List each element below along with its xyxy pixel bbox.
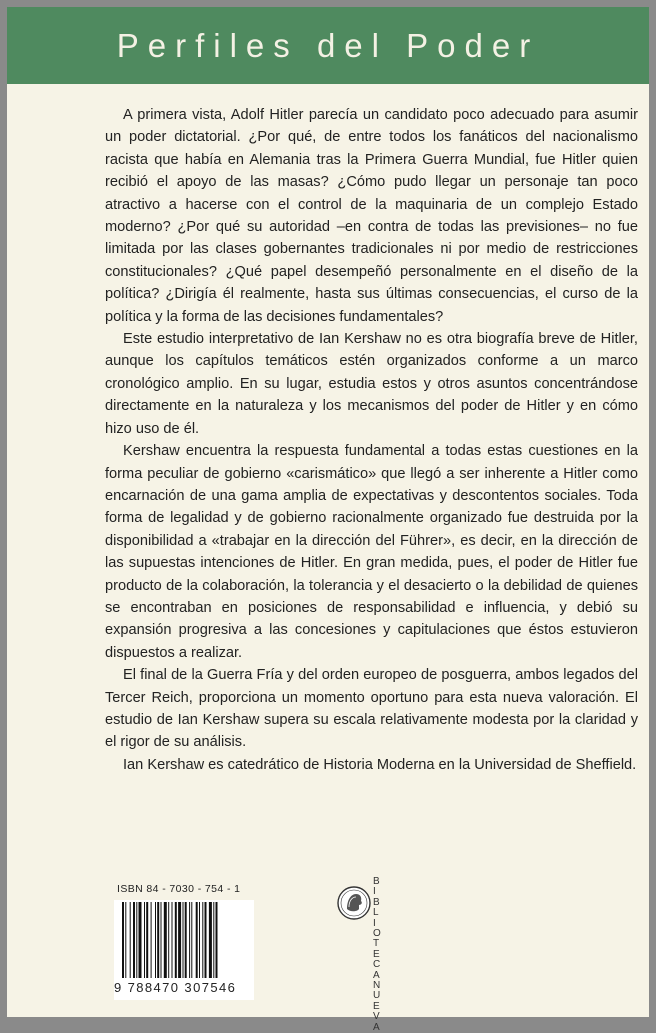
- blurb-paragraph: A primera vista, Adolf Hitler parecía un candidato poco adecuado para asumir un poder dictatorial. ¿Por qué, de entre todos los fanáticos del nacionalismo racista que había en Alemania tras la Primera Guerra Mundial, fue Hitler quien recibió el apoyo de las masas? ¿Cómo pudo llegar un personaje tan poco atractivo a hacerse con el control de la maquinaria de un complejo Estado moderno? ¿Por qué su autoridad –en contra de todas las previsiones– no fue limitada por las clases gobernantes tradicionales ni por medio de restricciones constitucionales? ¿Qué papel desempeñó personalmente en el diseño de la política? ¿Dirigía él realmente, hasta sus últimas consecuencias, el curso de la política y la forma de las decisiones fundamentales?: [105, 107, 638, 325]
- blurb-paragraph: El final de la Guerra Fría y del orden europeo de posguerra, ambos legados del Tercer Reich, proporciona un momento oportuno para esta nueva valoración. El estudio de Ian Kershaw supera su escala relativamente modesta por la claridad y el rigor de su análisis.: [105, 667, 638, 751]
- barcode-bar: [202, 902, 203, 978]
- blurb-paragraph: Ian Kershaw es catedrático de Historia Moderna en la Universidad de Sheffield.: [123, 756, 637, 773]
- barcode-bar: [185, 902, 187, 978]
- logo-letter: B: [373, 896, 381, 908]
- barcode-bar: [172, 902, 173, 978]
- barcode-bar: [157, 902, 159, 978]
- barcode-bar: [191, 902, 192, 978]
- barcode-bar: [168, 902, 169, 978]
- barcode-bar: [189, 902, 190, 978]
- logo-letter: L: [373, 907, 380, 919]
- barcode-digits: 9 788470 307546: [114, 980, 237, 995]
- logo-letter: C: [373, 959, 381, 971]
- barcode-bar: [133, 902, 135, 978]
- publisher-logo: [337, 875, 417, 1033]
- logo-letter: A: [373, 969, 381, 981]
- book-back-cover: [7, 7, 649, 1033]
- barcode-bar: [196, 902, 198, 978]
- barcode-bar: [216, 902, 218, 978]
- barcode-bar: [175, 902, 177, 978]
- barcode: [114, 900, 254, 1000]
- barcode-bar: [136, 902, 137, 978]
- logo-letter: O: [373, 928, 382, 940]
- publisher-name-vertical: [373, 877, 381, 1033]
- barcode-bar: [178, 902, 181, 978]
- logo-letter: U: [373, 990, 381, 1002]
- barcode-bar: [161, 902, 162, 978]
- barcode-bar: [144, 902, 145, 978]
- logo-letter: B: [373, 876, 381, 887]
- barcode-bar: [164, 902, 167, 978]
- barcode-bars: [122, 902, 248, 978]
- series-title: Perfiles del Poder: [116, 26, 540, 64]
- barcode-bar: [146, 902, 148, 978]
- barcode-bar: [199, 902, 200, 978]
- series-header-band: [7, 7, 649, 84]
- blurb-paragraph: Kershaw encuentra la respuesta fundamental a todas estas cuestiones en la forma peculiar de gobierno «carismático» que llegó a ser inherente a Hitler como encarnación de una gama amplia de expectativas y descontentos sociales. Toda forma de legalidad y de gobierno racionalmente organizado fue destruida por la disponibilidad a «trabajar en la dirección del Führer», es decir, en la dirección de las supuestas intenciones de Hitler. En gran medida, pues, el poder de Hitler fue producto de la colaboración, la tolerancia y el desacierto o la debilidad de quienes se encontraban en posiciones de responsabilidad e influencia, y debió su expansión progresiva a las concesiones y capitulaciones que éstos estuvieron dispuestos a realizar.: [105, 443, 638, 661]
- barcode-bar: [205, 902, 207, 978]
- logo-letter: T: [373, 938, 380, 950]
- barcode-bar: [139, 902, 142, 978]
- barcode-bar: [122, 902, 124, 978]
- medallion-head-icon: [337, 883, 371, 923]
- isbn-label: ISBN 84 - 7030 - 754 - 1: [117, 883, 241, 895]
- barcode-bar: [183, 902, 184, 978]
- blurb-text: [105, 104, 638, 776]
- logo-letter: E: [373, 948, 381, 960]
- barcode-bar: [155, 902, 156, 978]
- logo-letter: V: [373, 1011, 381, 1023]
- barcode-bar: [151, 902, 152, 978]
- blurb-paragraph: Este estudio interpretativo de Ian Kershaw no es otra biografía breve de Hitler, aunque los capítulos temáticos estén organizados conforme a un marco cronológico amplio. En su lugar, estudia estos y otros asuntos concentrándose directamente en la naturaleza y los mecanismos del poder de Hitler y en cómo hizo uso de él.: [105, 331, 638, 437]
- barcode-bar: [213, 902, 214, 978]
- logo-letter: I: [373, 886, 377, 898]
- logo-letter: A: [373, 1021, 381, 1033]
- logo-letter: N: [373, 980, 381, 992]
- barcode-bar: [209, 902, 212, 978]
- barcode-bar: [125, 902, 126, 978]
- logo-letter: E: [373, 1000, 381, 1012]
- barcode-bar: [130, 902, 131, 978]
- logo-letter: I: [373, 917, 377, 929]
